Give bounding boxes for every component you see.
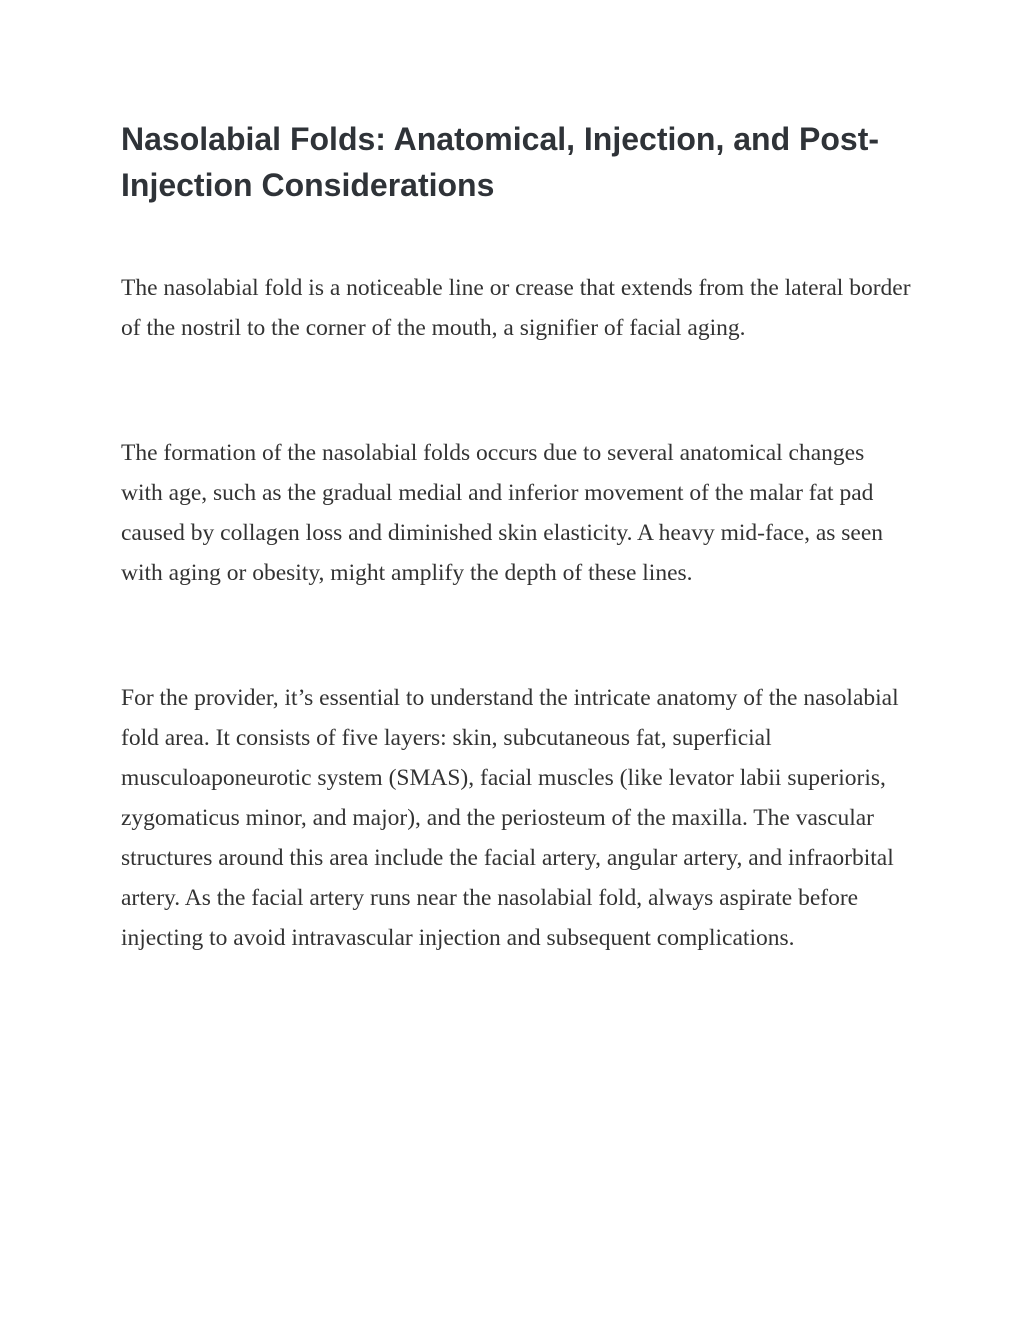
paragraph-anatomy: For the provider, it’s essential to understand the intricate anatomy of the nasolabial fold area. It consists of five layers: skin, subcutaneous fat, superficial musculoaponeurotic system (SMAS), facial muscles (like levator labii superioris, zygomaticus minor, and major), and the periosteum of the maxilla. The vascular structures around this area include the facial artery, angular artery, and infraorbital artery. As the facial artery runs near the nasolabial fold, always aspirate before injecting to avoid intravascular injection and subsequent complications.	[121, 685, 899, 951]
paragraph-intro: The nasolabial fold is a noticeable line or crease that extends from the lateral border of the nostril to the corner of the mouth, a signifier of facial aging.	[121, 275, 911, 341]
document-title: Nasolabial Folds: Anatomical, Injection, and Post-Injection Considerations	[121, 121, 880, 203]
document-page	[121, 116, 911, 958]
paragraph-formation: The formation of the nasolabial folds occurs due to several anatomical changes with age, such as the gradual medial and inferior movement of the malar fat pad caused by collagen loss and diminished skin elasticity. A heavy mid-face, as seen with aging or obesity, might amplify the depth of these lines.	[121, 440, 884, 586]
